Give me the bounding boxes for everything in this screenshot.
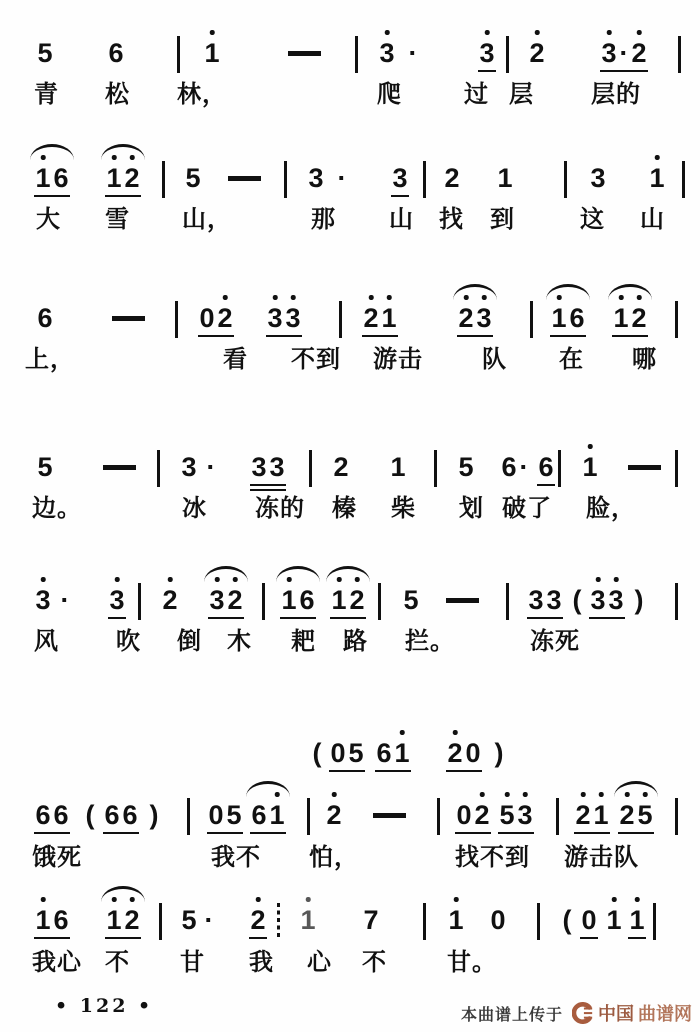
barline — [378, 583, 381, 620]
barline — [177, 36, 180, 73]
lyric-syllable: 冻的 — [255, 496, 305, 522]
octave-dot — [635, 897, 640, 902]
note-token: 3 — [181, 452, 197, 482]
note-token: 1 6 — [550, 303, 586, 337]
slur-arc — [276, 566, 320, 582]
octave-dot — [275, 792, 280, 797]
barline — [187, 798, 190, 835]
lyric-syllable: 不到 — [291, 347, 341, 373]
note-token: 2 — [161, 585, 179, 615]
note-token: 2 0 — [446, 738, 482, 772]
note-token: ( — [562, 905, 572, 935]
note-token: · — [337, 163, 347, 193]
lyric-syllable: 游击队 — [564, 845, 639, 871]
octave-dot — [115, 577, 120, 582]
barline — [162, 161, 165, 198]
barline — [506, 36, 509, 73]
note-token: 6 — [537, 452, 555, 486]
note-token: 2 — [444, 163, 460, 193]
note-token: 5 3 — [498, 800, 534, 834]
lyric-syllable: 青 — [34, 82, 59, 108]
credit-text: 本曲谱上传于 — [460, 1006, 563, 1024]
octave-dot — [454, 897, 459, 902]
lyric-syllable: 这 — [580, 207, 605, 233]
barline — [175, 301, 178, 338]
note-token: ) — [149, 800, 159, 830]
barline — [558, 450, 561, 487]
note-token: 1 — [605, 905, 623, 935]
barline — [564, 161, 567, 198]
lyric-syllable: 过 — [464, 82, 489, 108]
note-token: 3 — [590, 163, 606, 193]
slur-arc — [204, 566, 248, 582]
note-token: 3 — [34, 585, 52, 615]
lyric-syllable: 冻死 — [530, 629, 580, 655]
octave-dot — [655, 155, 660, 160]
lyric-syllable: 哪 — [632, 347, 657, 373]
octave-dot — [233, 577, 238, 582]
note-token: 1 — [390, 452, 406, 482]
note-token: 0 — [490, 905, 506, 935]
lyric-syllable: 甘 — [180, 950, 205, 976]
octave-dot — [607, 30, 612, 35]
octave-dot — [223, 295, 228, 300]
lyric-syllable: 脸， — [586, 496, 636, 522]
octave-dot — [612, 897, 617, 902]
note-token: ) — [494, 738, 504, 768]
lyric-syllable: 饿死 — [32, 845, 82, 871]
note-token: 1 — [447, 905, 465, 935]
note-token: 3 3 — [527, 585, 563, 619]
octave-dot — [637, 30, 642, 35]
octave-dot — [619, 295, 624, 300]
octave-dot — [112, 897, 117, 902]
octave-dot — [581, 792, 586, 797]
octave-dot — [215, 577, 220, 582]
octave-dot — [588, 444, 593, 449]
slur-arc — [246, 781, 290, 797]
sustain-dash — [112, 316, 145, 321]
lyric-syllable: 不 — [105, 950, 130, 976]
octave-dot — [535, 30, 540, 35]
note-token: 1 2 — [105, 163, 141, 197]
lyric-syllable: 爬 — [377, 82, 402, 108]
lyric-syllable: 上， — [25, 347, 75, 373]
note-token: 3 — [478, 38, 496, 72]
lyric-syllable: 风 — [34, 629, 59, 655]
site-logo-icon — [572, 1002, 594, 1024]
note-token: 2 — [325, 800, 343, 830]
octave-dot — [385, 30, 390, 35]
note-token: 6 1 — [375, 738, 411, 772]
lyric-syllable: 柴 — [391, 496, 416, 522]
note-token: 1 6 — [34, 905, 70, 939]
note-token: 3 2 — [208, 585, 244, 619]
lyric-syllable: 找 — [439, 207, 464, 233]
slur-arc — [101, 144, 145, 160]
site-name-primary: 中国 — [598, 1004, 634, 1024]
octave-dot — [306, 897, 311, 902]
slur-arc — [326, 566, 370, 582]
barline — [653, 903, 656, 940]
barline — [506, 583, 509, 620]
lyric-syllable: 耙 — [291, 629, 316, 655]
note-token: 0 5 — [329, 738, 365, 772]
note-token: 2 1 — [362, 303, 398, 337]
note-token: ) — [634, 585, 644, 615]
note-token: 2 — [333, 452, 349, 482]
note-token: 2 1 — [574, 800, 610, 834]
octave-dot — [369, 295, 374, 300]
octave-dot — [41, 577, 46, 582]
barline — [284, 161, 287, 198]
lyric-syllable: 榛 — [332, 496, 357, 522]
lyric-syllable: 看 — [223, 347, 248, 373]
lyric-syllable: 山， — [182, 207, 232, 233]
note-token: 1 — [648, 163, 666, 193]
note-token: 3 — [378, 38, 396, 68]
note-token: 0 — [580, 905, 598, 939]
lyric-syllable: 山 — [389, 207, 414, 233]
octave-dot — [599, 792, 604, 797]
note-token: 1 — [497, 163, 513, 193]
note-token: 5 — [37, 38, 53, 68]
barline — [157, 450, 160, 487]
lyric-syllable: 不 — [362, 950, 387, 976]
octave-dot — [482, 295, 487, 300]
note-token: 5 — [185, 163, 201, 193]
octave-dot — [130, 155, 135, 160]
note-token: ( — [85, 800, 95, 830]
watermark-credit — [461, 1000, 692, 1026]
octave-dot — [387, 295, 392, 300]
lyric-syllable: 边。 — [32, 496, 82, 522]
note-token: 6 1 — [250, 800, 286, 834]
note-token: 6 — [108, 38, 124, 68]
lyric-syllable: 拦。 — [405, 629, 455, 655]
note-token: 3 — [308, 163, 324, 193]
octave-dot — [41, 897, 46, 902]
barline — [138, 583, 141, 620]
lyric-syllable: 路 — [343, 629, 368, 655]
sustain-dash — [373, 813, 406, 818]
note-token: 6 — [37, 303, 53, 333]
note-token: 3 · 2 — [600, 38, 648, 72]
note-token: 5 — [403, 585, 419, 615]
note-token: 7 — [363, 905, 379, 935]
dashed-barline — [277, 903, 280, 940]
note-token: 5 — [37, 452, 53, 482]
barline — [675, 583, 678, 620]
lyric-syllable: 怕， — [309, 845, 359, 871]
octave-dot — [112, 155, 117, 160]
barline — [423, 161, 426, 198]
site-name-secondary: 曲谱网 — [638, 1004, 692, 1024]
octave-dot — [464, 295, 469, 300]
note-token: 3 3 — [250, 452, 286, 491]
barline — [355, 36, 358, 73]
barline — [423, 903, 426, 940]
octave-dot — [453, 730, 458, 735]
note-token: 2 — [528, 38, 546, 68]
lyric-syllable: 林， — [177, 82, 227, 108]
octave-dot — [480, 792, 485, 797]
slur-arc — [101, 886, 145, 902]
note-token: 2 5 — [618, 800, 654, 834]
barline — [678, 36, 681, 73]
note-token: 6 6 — [103, 800, 139, 834]
barline — [675, 301, 678, 338]
octave-dot — [210, 30, 215, 35]
note-token: ( — [572, 585, 582, 615]
note-token: 3 — [391, 163, 409, 197]
sustain-dash — [228, 176, 261, 181]
sustain-dash — [628, 465, 661, 470]
lyric-syllable: 大 — [36, 207, 61, 233]
note-token: 0 2 — [198, 303, 234, 337]
octave-dot — [256, 897, 261, 902]
lyric-syllable: 山 — [640, 207, 665, 233]
note-token: 0 2 — [455, 800, 491, 834]
octave-dot — [168, 577, 173, 582]
note-token: 5 — [181, 905, 197, 935]
lyric-syllable: 倒 — [177, 629, 202, 655]
note-token: 6 · — [501, 452, 529, 482]
lyric-syllable: 找不到 — [455, 845, 530, 871]
barline — [307, 798, 310, 835]
page-number: • 122 • — [55, 995, 154, 1017]
lyric-syllable: 到 — [490, 207, 515, 233]
octave-dot — [273, 295, 278, 300]
note-token: 1 2 — [330, 585, 366, 619]
note-token: 0 5 — [207, 800, 243, 834]
barline — [309, 450, 312, 487]
octave-dot — [485, 30, 490, 35]
slur-arc — [614, 781, 658, 797]
lyric-syllable: 游击 — [373, 347, 423, 373]
lyric-syllable: 在 — [559, 347, 584, 373]
barline — [159, 903, 162, 940]
note-token: · — [206, 452, 216, 482]
lyric-syllable: 层的 — [591, 82, 641, 108]
lyric-syllable: 心 — [307, 950, 332, 976]
note-token: 1 2 — [612, 303, 648, 337]
lyric-syllable: 木 — [227, 629, 252, 655]
slur-arc — [30, 144, 74, 160]
slur-arc — [608, 284, 652, 300]
note-token: 5 — [458, 452, 474, 482]
lyric-syllable: 破了 — [502, 496, 552, 522]
note-token: 1 — [581, 452, 599, 482]
octave-dot — [291, 295, 296, 300]
lyric-syllable: 松 — [105, 82, 130, 108]
octave-dot — [505, 792, 510, 797]
note-token: · — [408, 38, 418, 68]
octave-dot — [400, 730, 405, 735]
lyric-syllable: 层 — [509, 82, 534, 108]
barline — [556, 798, 559, 835]
note-token: 3 3 — [266, 303, 302, 337]
note-token: 1 2 — [105, 905, 141, 939]
lyric-syllable: 我不 — [211, 845, 261, 871]
octave-dot — [41, 155, 46, 160]
lyric-syllable: 吹 — [116, 629, 141, 655]
note-token: 1 — [628, 905, 646, 939]
lyric-syllable: 雪 — [105, 207, 130, 233]
sustain-dash — [446, 598, 479, 603]
sustain-dash — [288, 51, 321, 56]
note-token: 1 6 — [34, 163, 70, 197]
barline — [682, 161, 685, 198]
note-token: 1 — [299, 905, 317, 935]
note-token: 2 — [249, 905, 267, 939]
lyric-syllable: 我 — [249, 950, 274, 976]
barline — [262, 583, 265, 620]
octave-dot — [332, 792, 337, 797]
note-token: · — [204, 905, 214, 935]
octave-dot — [625, 792, 630, 797]
barline — [530, 301, 533, 338]
note-token: 6 6 — [34, 800, 70, 834]
lyric-syllable: 我心 — [32, 950, 82, 976]
lyric-syllable: 那 — [311, 207, 336, 233]
barline — [437, 798, 440, 835]
barline — [339, 301, 342, 338]
barline — [434, 450, 437, 487]
octave-dot — [337, 577, 342, 582]
octave-dot — [637, 295, 642, 300]
octave-dot — [557, 295, 562, 300]
octave-dot — [643, 792, 648, 797]
octave-dot — [355, 577, 360, 582]
lyric-syllable: 队 — [482, 347, 507, 373]
octave-dot — [596, 577, 601, 582]
barline — [675, 450, 678, 487]
octave-dot — [523, 792, 528, 797]
note-token: 1 — [203, 38, 221, 68]
octave-dot — [614, 577, 619, 582]
octave-dot — [130, 897, 135, 902]
slur-arc — [453, 284, 497, 300]
note-token: 1 6 — [280, 585, 316, 619]
lyric-syllable: 冰 — [182, 496, 207, 522]
note-token: ( — [312, 738, 322, 768]
note-token: · — [60, 585, 70, 615]
lyric-syllable: 甘。 — [447, 950, 497, 976]
sustain-dash — [103, 465, 136, 470]
slur-arc — [546, 284, 590, 300]
barline — [537, 903, 540, 940]
octave-dot — [287, 577, 292, 582]
note-token: 2 3 — [457, 303, 493, 337]
note-token: 3 — [108, 585, 126, 619]
lyric-syllable: 划 — [459, 496, 484, 522]
note-token: 3 3 — [589, 585, 625, 619]
barline — [675, 798, 678, 835]
